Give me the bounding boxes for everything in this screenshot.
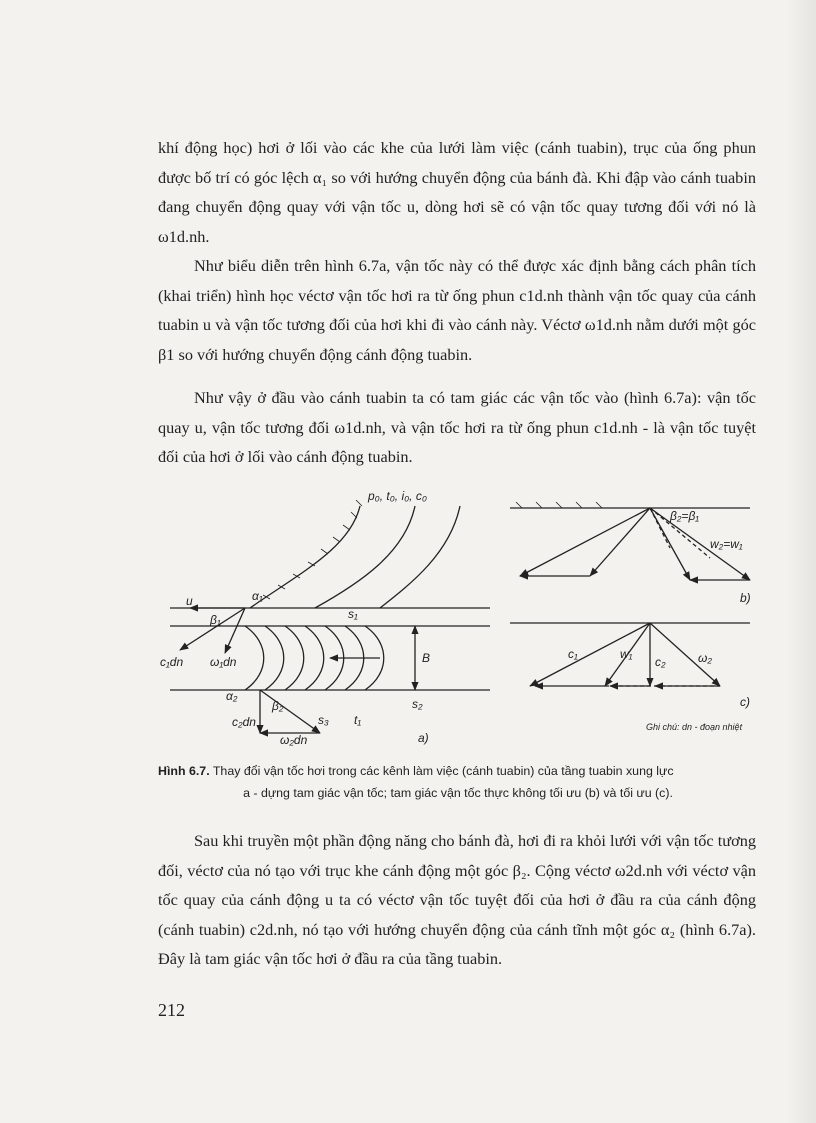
label-c-c2: c₂ [655, 655, 666, 669]
b-hatching [516, 502, 602, 508]
label-alpha1: α₁ [252, 589, 263, 603]
label-beta2: β₂ [272, 699, 284, 713]
figure-note: Ghi chú: dn - đoạn nhiệt [646, 722, 743, 732]
label-alpha2: α₂ [226, 689, 238, 703]
label-c-c1: c₁ [568, 647, 578, 661]
label-s3: s₃ [318, 713, 329, 727]
paragraph-3: Như vậy ở đầu vào cánh tuabin ta có tam giác các vận tốc vào (hình 6.7a): vận tốc quay u, vận tốc tương đối ω1d.nh, và vận tốc hơi ra từ ống phun c1d.nh - là vận tốc tuyệt đối của hơi ở lối vào cánh động tuabin. [158, 388, 756, 467]
label-w1dn: ω₁dn [210, 655, 237, 669]
figure-6-7 [150, 478, 770, 748]
label-s2: s₂ [412, 697, 423, 711]
nozzle-wall-right-2 [380, 506, 460, 608]
label-t1: t₁ [354, 713, 362, 727]
paragraph-1: khí động học) hơi ở lối vào các khe của lưới làm việc (cánh tuabin), trục của ống phun được bố trí có góc lệch α₁ so với hướng chuyển động của bánh đà. Khi đập vào cánh tuabin đang chuyển động quay với vận tốc u, dòng hơi sẽ có vận tốc quay tương đối với nó là ω1d.nh. [158, 138, 756, 246]
blade-1 [245, 626, 284, 690]
label-s1: s₁ [348, 607, 358, 621]
label-b-beta: β₂=β₁ [670, 509, 700, 523]
page-edge-shadow [786, 0, 816, 1123]
page-number: 212 [158, 1000, 185, 1020]
caption-number: Hình 6.7. [158, 764, 210, 778]
paragraph-4: Sau khi truyền một phần động năng cho bánh đà, hơi đi ra khỏi lưới với vận tốc tương đối, véctơ của nó tạo với trục khe cánh động một góc β₂. Cộng véctơ ω2d.nh với véctơ vận tốc quay của cánh động u ta có véctơ vận tốc tuyệt đối của hơi ở đầu ra của cánh động (cánh tuabin) c2d.nh, nó tạo với hướng chuyển động của cánh tĩnh một góc α₂ (hình 6.7a). Đây là tam giác vận tốc hơi ở đầu ra của tầng tuabin. [158, 831, 756, 969]
label-beta1: β₁ [210, 613, 221, 627]
caption-line-1: Thay đổi vận tốc hơi trong các kênh làm việc (cánh tuabin) của tầng tuabin xung lực [212, 764, 674, 778]
nozzle-hatching [263, 500, 362, 599]
label-c1dn: c₁dn [160, 655, 184, 669]
label-panel-c: c) [740, 695, 750, 709]
label-params: p₀, t₀, i₀, c₀ [368, 489, 427, 503]
label-c2dn: c₂dn [232, 715, 256, 729]
b-vector-c1 [520, 508, 650, 576]
nozzle-wall-right [315, 506, 415, 608]
figure-caption [158, 760, 758, 804]
paragraph-2: Như biểu diễn trên hình 6.7a, vận tốc này có thể được xác định bằng cách phân tích (khai triển) hình học véctơ vận tốc hơi ra từ ống phun c1d.nh thành vận tốc quay của cánh tuabin u và vận tốc tương đối của hơi khi đi vào cánh này. Véctơ ω1d.nh nằm dưới một góc β1 so với hướng chuyển động cánh động tuabin. [158, 256, 756, 364]
b-vector-w1 [590, 508, 650, 576]
label-w2dn: ω₂dn [280, 733, 308, 747]
label-b-w: w₂=w₁ [710, 537, 743, 551]
label-panel-b: b) [740, 591, 751, 605]
caption-line-2: a - dựng tam giác vận tốc; tam giác vận tốc thực không tối ưu (b) và tối ưu (c). [243, 786, 673, 800]
label-b: B [422, 651, 431, 665]
label-panel-a: a) [418, 731, 429, 745]
blade-2 [285, 626, 324, 690]
vector-w2dn [260, 690, 320, 733]
label-c-w1: w₁ [620, 647, 633, 661]
label-c-w2: ω₂ [698, 651, 712, 665]
figure-6-7-drawing [150, 478, 770, 748]
label-u: u [186, 594, 193, 608]
nozzle-wall-left [250, 506, 360, 608]
